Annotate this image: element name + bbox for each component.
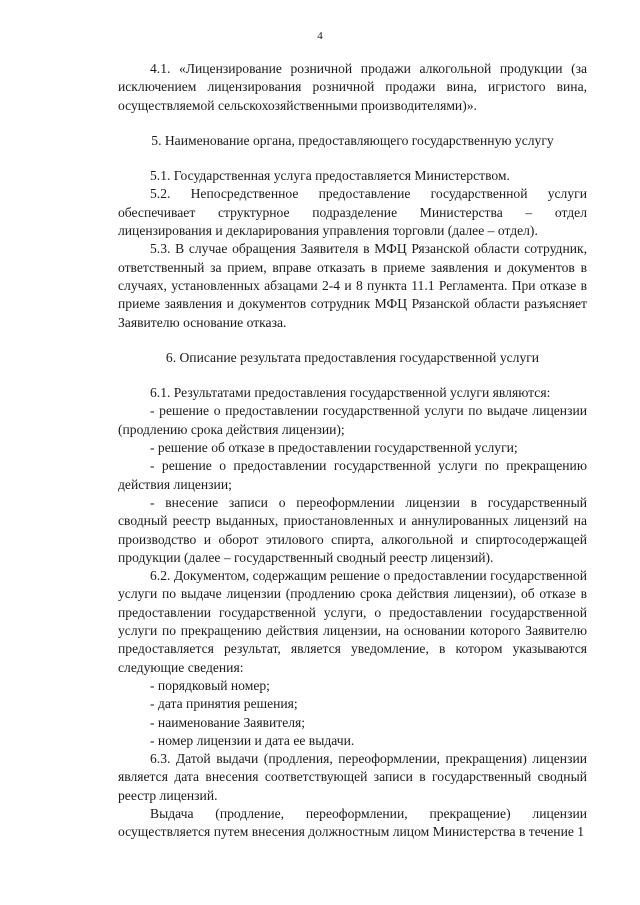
paragraph-6-3: 6.3. Датой выдачи (продления, переоформлении, прекращения) лицензии является дата внесения соответствующей записи в государственный сводный реестр лицензий. <box>118 751 587 803</box>
paragraph-6-1: 6.1. Результатами предоставления государственной услуги являются: <box>150 385 551 401</box>
list-item: - номер лицензии и дата ее выдачи. <box>150 732 355 748</box>
list-item: - дата принятия решения; <box>150 696 298 712</box>
list-item: - решение о предоставлении государственной услуги по выдаче лицензии (продлению срока действия лицензии); <box>118 403 587 437</box>
paragraph-6-3-continued: Выдача (продление, переоформлении, прекращение) лицензии осуществляется путем внесения должностным лицом Министерства в течение 1 <box>118 805 587 840</box>
paragraph-5-1: 5.1. Государственная услуга предоставляется Министерством. <box>150 168 510 184</box>
document-body <box>118 60 587 842</box>
paragraph-5-2: 5.2. Непосредственное предоставление государственной услуги обеспечивает структурное подразделение Министерства – отдел лицензирования и декларирования управления торговли (далее – отдел). <box>118 186 587 239</box>
list-item: - порядковый номер; <box>150 677 270 693</box>
section-heading-5: 5. Наименование органа, предоставляющего государственную услугу <box>151 132 554 148</box>
page-number: 4 <box>317 30 323 42</box>
list-item: - решение об отказе в предоставлении государственной услуги; <box>150 440 518 456</box>
section-heading-6: 6. Описание результата предоставления государственной услуги <box>165 349 540 365</box>
list-item: - внесение записи о переоформлении лицензии в государственный сводный реестр выданных, приостановленных и аннулированных лицензий на производство и оборот этилового спирта, алкогольной и спиртосодержащей продукции (далее – государственный сводный реестр лицензий). <box>118 494 587 565</box>
paragraph-5-3: 5.3. В случае обращения Заявителя в МФЦ Рязанской области сотрудник, ответственный за прием, вправе отказать в приеме заявления и документов в случаях, установленных абзацами 2-4 и 8 пункта 11.1 Регламента. При отказе в приеме заявления и документов сотрудник МФЦ Рязанской области разъясняет Заявителю основание отказа. <box>118 241 587 330</box>
paragraph-4-1: 4.1. «Лицензирование розничной продажи алкогольной продукции (за исключением лицензирования розничной продажи вина, игристого вина, осуществляемой сельскохозяйственными производителями)». <box>118 61 587 113</box>
list-item: - наименование Заявителя; <box>150 714 306 730</box>
paragraph-6-2: 6.2. Документом, содержащим решение о предоставлении государственной услуги по выдаче лицензии (продлению срока действия лицензии), об отказе в предоставлении государственной услуги, о предоставлении государственной услуги по прекращению действия лицензии, на основании которого Заявителю предоставляется результат, является уведомление, в котором указываются следующие сведения: <box>118 568 587 675</box>
list-item: - решение о предоставлении государственной услуги по прекращению действия лицензии; <box>118 458 587 492</box>
